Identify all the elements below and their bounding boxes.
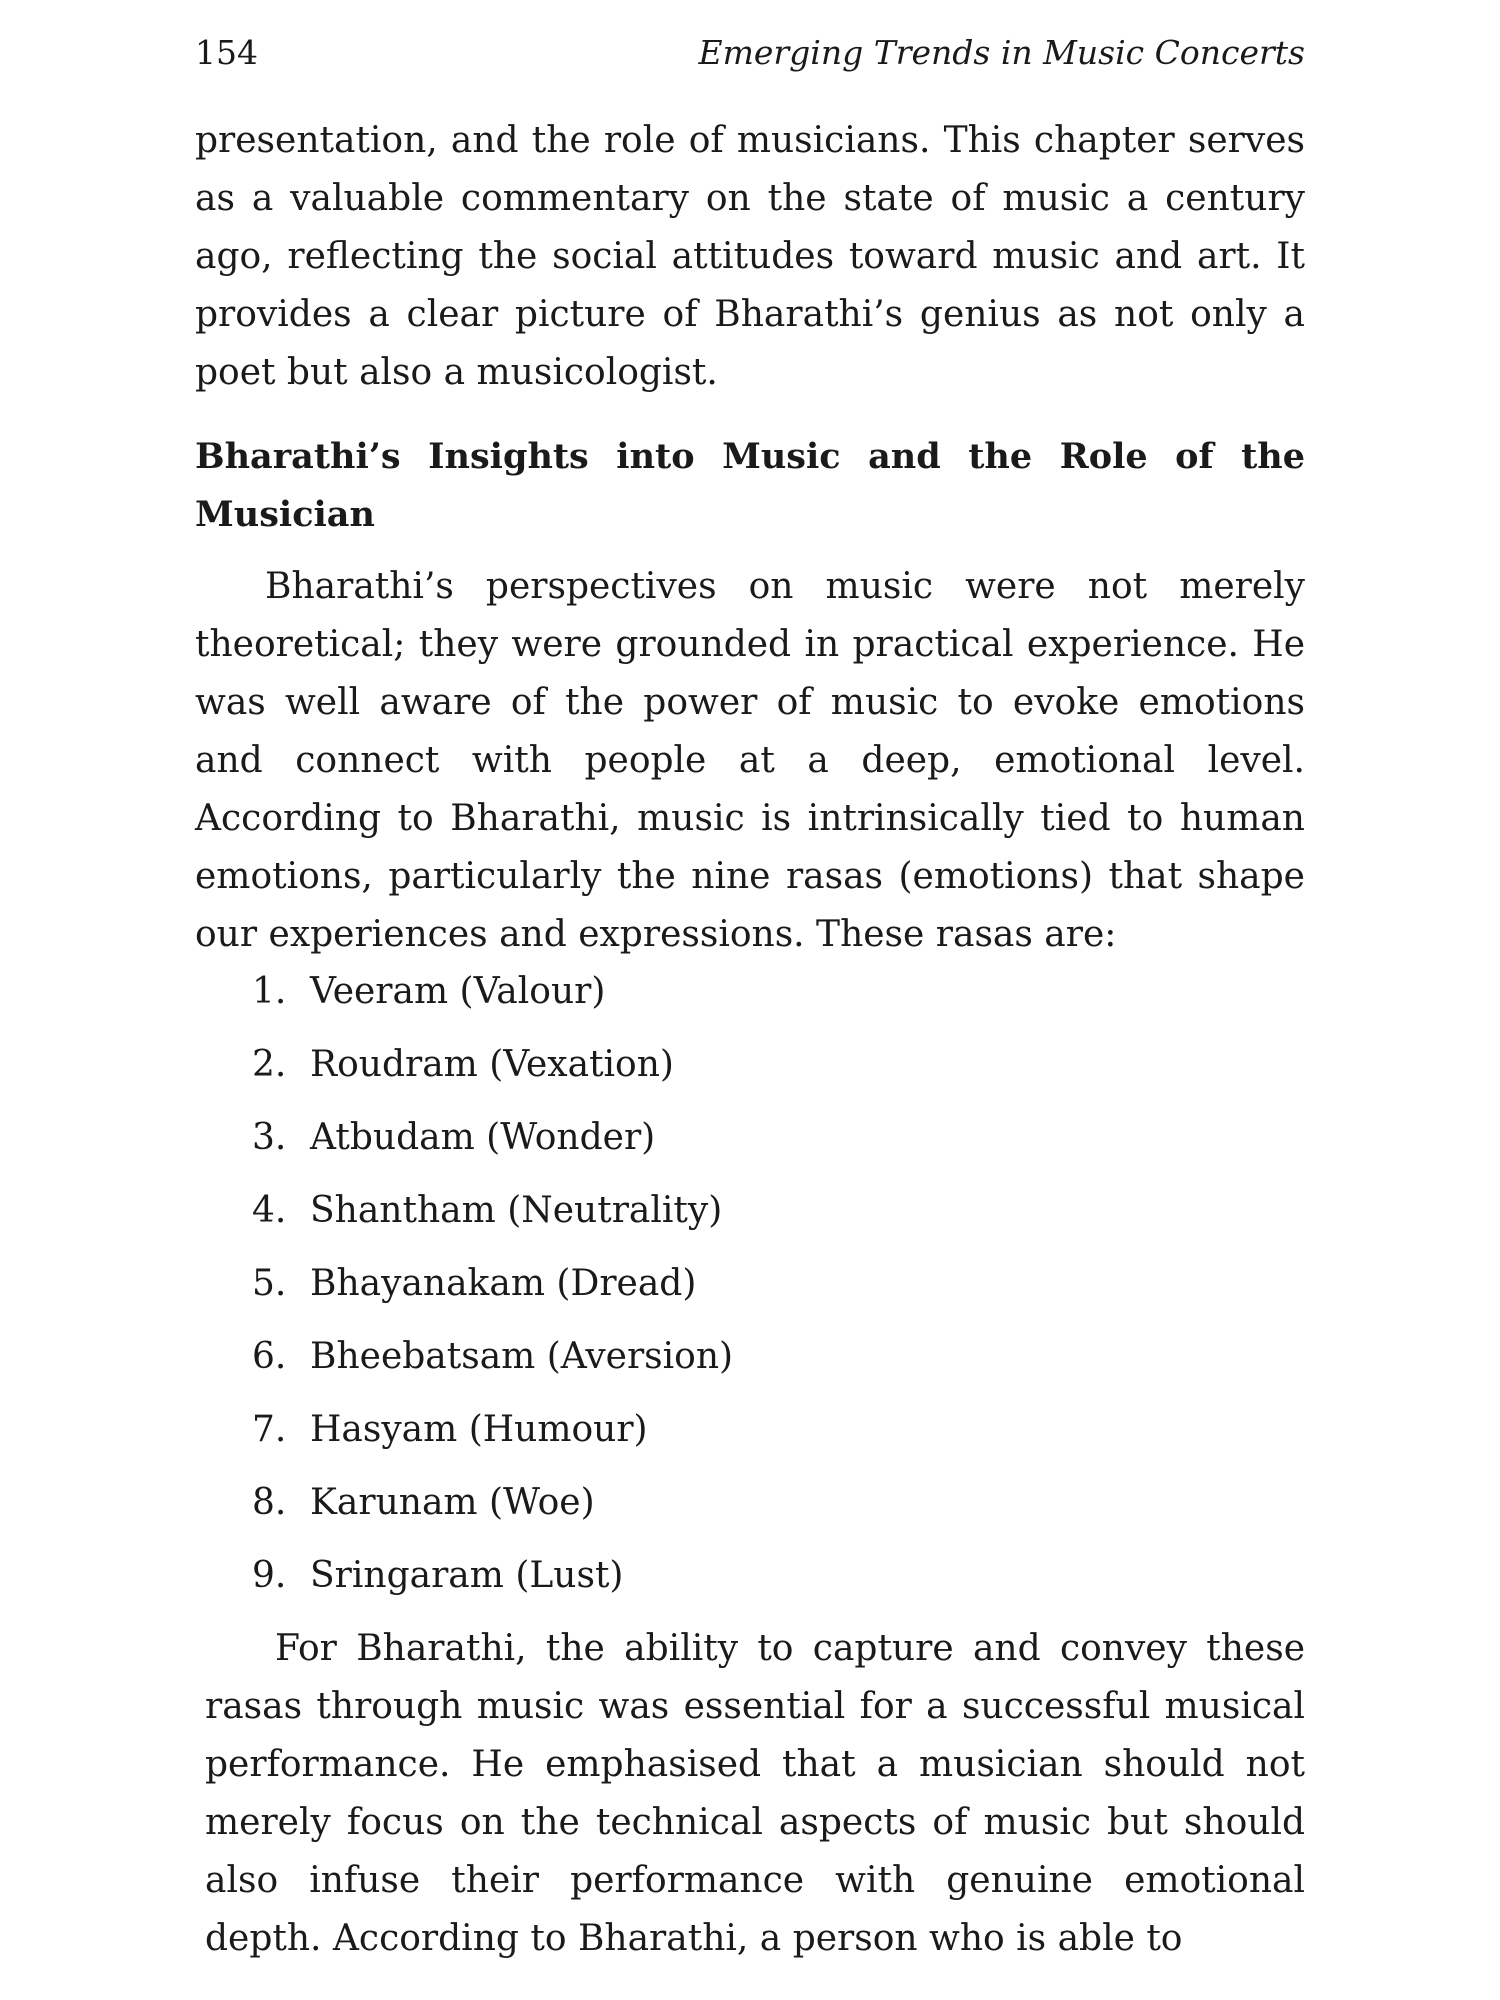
rasa-item-1 [252, 963, 1052, 1036]
rasa-item-5 [252, 1255, 1052, 1328]
rasa-number: 7. [252, 1409, 287, 1450]
conclusion-paragraph: For Bharathi, the ability to capture and convey these rasas through music was essential for a successful musical performance. He emphasised that a musician should not merely focus on the technical aspects of music but should also infuse their performance with genuine emotional depth. According to Bharathi, a person who is able to [205, 1628, 1305, 1959]
rasa-item-7 [252, 1401, 1052, 1474]
rasa-item-4 [252, 1182, 1052, 1255]
rasa-text: Karunam (Woe) [310, 1482, 595, 1523]
perspectives-paragraph: Bharathi’s perspectives on music were not merely theoretical; they were grounded in practical experience. He was well aware of the power of music to evoke emotions and connect with people at a deep, emotional level. According to Bharathi, music is intrinsically tied to human emotions, particularly the nine rasas (emotions) that shape our experiences and expressions. These rasas are: [195, 566, 1305, 955]
rasa-text: Veeram (Valour) [310, 971, 606, 1012]
rasa-item-6 [252, 1328, 1052, 1401]
rasa-text: Hasyam (Humour) [310, 1409, 648, 1450]
rasa-number: 1. [252, 971, 287, 1012]
rasa-number: 8. [252, 1482, 287, 1523]
rasa-number: 3. [252, 1117, 287, 1158]
running-title: Emerging Trends in Music Concerts [698, 33, 1305, 72]
rasa-text: Roudram (Vexation) [310, 1044, 674, 1085]
rasa-text: Atbudam (Wonder) [310, 1117, 656, 1158]
rasa-list [252, 963, 1052, 1620]
rasa-item-3 [252, 1109, 1052, 1182]
rasa-number: 2. [252, 1044, 287, 1085]
rasa-text: Bheebatsam (Aversion) [310, 1336, 734, 1377]
page-number: 154 [195, 33, 258, 72]
rasa-item-9 [252, 1547, 1052, 1620]
rasa-item-2 [252, 1036, 1052, 1109]
rasa-item-8 [252, 1474, 1052, 1547]
rasa-number: 9. [252, 1555, 287, 1596]
rasa-text: Shantham (Neutrality) [310, 1190, 723, 1231]
intro-paragraph: presentation, and the role of musicians. This chapter serves as a valuable commentary on the state of music a century ago, reflecting the social attitudes toward music and art. It provides a clear picture of Bharathi’s genius as not only a poet but also a musicologist. [195, 120, 1305, 393]
rasa-number: 6. [252, 1336, 287, 1377]
section-heading: Bharathi’s Insights into Music and the Role of the Musician [195, 436, 1305, 535]
running-head [195, 28, 1305, 78]
rasa-text: Bhayanakam (Dread) [310, 1263, 697, 1304]
rasa-number: 5. [252, 1263, 287, 1304]
rasa-number: 4. [252, 1190, 287, 1231]
rasa-text: Sringaram (Lust) [310, 1555, 624, 1596]
